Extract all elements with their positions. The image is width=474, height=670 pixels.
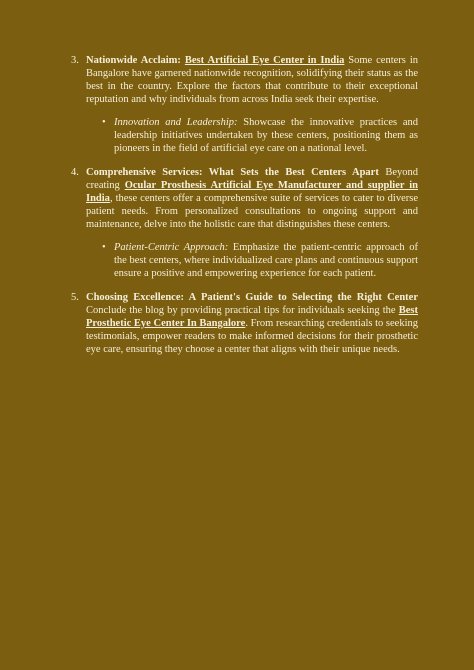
list-item: [71, 54, 418, 155]
bullet-icon: •: [102, 242, 106, 253]
list-item: [71, 166, 418, 280]
list-number: 4.: [71, 167, 79, 178]
sub-list-item: [102, 241, 418, 280]
sub-item-heading: Patient-Centric Approach:: [114, 242, 229, 253]
sub-item-body: Showcase the innovative practices and leadership initiatives undertaken by these centers, positioning them as pioneers in the field of artificial eye care on a national level.: [114, 117, 418, 154]
best-artificial-eye-center-link[interactable]: Best Artificial Eye Center in India: [184, 55, 345, 66]
list-number: 3.: [71, 55, 79, 66]
document-page: [0, 54, 474, 356]
ocular-prosthesis-manufacturer-link[interactable]: Ocular Prosthesis Artificial Eye Manufacturer and supplier in India: [86, 180, 418, 204]
sub-list-item: [102, 116, 418, 155]
item-body: Some centers in Bangalore have garnered nationwide recognition, solidifying their status as the best in the country. Explore the factors that contribute to their exceptional reputation and why individuals from across India seek their expertise.: [86, 55, 418, 105]
item-body-lead: Beyond creating: [86, 167, 418, 191]
item-body-lead: Conclude the blog by providing practical tips for individuals seeking the: [86, 305, 399, 316]
sub-item-body: Emphasize the patient-centric approach of the best centers, where individualized care plans and continuous support ensure a positive and empowering experience for each patient.: [114, 242, 418, 279]
item-body: , these centers offer a comprehensive suite of services to cater to diverse patient needs. From personalized consultations to ongoing support and maintenance, delve into the holistic care that distinguishes these centers.: [86, 193, 418, 230]
sub-item-heading: Innovation and Leadership:: [114, 117, 238, 128]
item-heading: Nationwide Acclaim:: [86, 55, 181, 66]
bullet-icon: •: [102, 117, 106, 128]
list-number: 5.: [71, 292, 79, 303]
item-body: . From researching credentials to seeking testimonials, empower readers to make informed decisions for their prosthetic eye care, ensuring they choose a center that aligns with their unique needs.: [86, 318, 419, 355]
list-item: [71, 291, 419, 356]
item-heading: Comprehensive Services: What Sets the Best Centers Apart: [86, 167, 379, 178]
item-heading: Choosing Excellence: A Patient's Guide to Selecting the Right Center: [86, 292, 418, 303]
best-prosthetic-eye-center-link[interactable]: Best Prosthetic Eye Center In Bangalore: [86, 305, 418, 329]
